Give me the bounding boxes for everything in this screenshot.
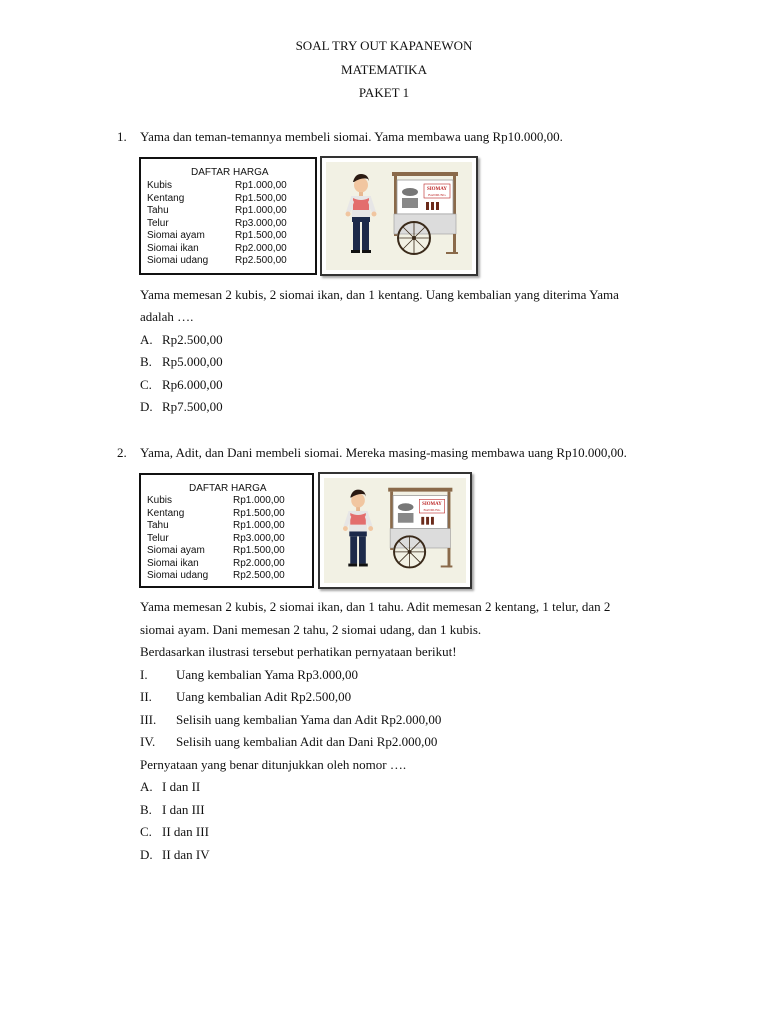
- price-row: [147, 243, 309, 255]
- cart-sign-line1: SIOMAY: [426, 187, 448, 192]
- price-row: [147, 193, 309, 205]
- answer-option-c[interactable]: [140, 377, 223, 393]
- vendor-cart-image: [326, 162, 472, 270]
- question-body-line: siomai ayam. Dani memesan 2 tahu, 2 siomai udang, dan 1 kubis.: [140, 622, 482, 637]
- item-name: Kubis: [147, 495, 173, 506]
- price-row: [147, 230, 309, 242]
- document-package: PAKET 1: [358, 85, 410, 100]
- item-name: Siomai ikan: [147, 242, 199, 254]
- siomay-cart-icon: [388, 488, 452, 568]
- option-text: Rp5.000,00: [162, 354, 223, 369]
- option-text: Rp2.500,00: [162, 332, 223, 347]
- price-row: [147, 558, 306, 570]
- item-name: Tahu: [147, 205, 169, 216]
- option-letter: B.: [140, 802, 152, 817]
- item-price: Rp2.500,00: [233, 570, 285, 581]
- item-name: Siomai udang: [147, 255, 209, 266]
- cart-sign-line2: BANDUNG: [423, 508, 441, 513]
- statement-item: [140, 712, 441, 728]
- item-name: Kubis: [147, 180, 173, 191]
- item-name: Siomai ayam: [147, 230, 205, 241]
- price-row: [147, 545, 306, 557]
- statement-item: [140, 734, 437, 750]
- question-prompt: Pernyataan yang benar ditunjukkan oleh nomor ….: [140, 757, 407, 772]
- item-name: Kentang: [147, 192, 185, 204]
- option-text: II dan III: [162, 824, 209, 839]
- statement-item: [140, 689, 351, 705]
- statement-text: Uang kembalian Adit Rp2.500,00: [176, 689, 352, 704]
- price-row: [147, 218, 309, 230]
- question-intro: Yama, Adit, dan Dani membeli siomai. Mereka masing-masing membawa uang Rp10.000,00.: [140, 445, 627, 460]
- option-letter: A.: [140, 779, 153, 794]
- document-title: SOAL TRY OUT KAPANEWON: [295, 38, 473, 53]
- statement-number: III.: [140, 712, 157, 727]
- question-body-line: Berdasarkan ilustrasi tersebut perhatikan pernyataan berikut!: [140, 644, 457, 659]
- item-price: Rp1.500,00: [235, 192, 287, 204]
- option-letter: B.: [140, 354, 152, 369]
- statement-number: IV.: [140, 734, 156, 749]
- answer-option-c[interactable]: [140, 824, 209, 840]
- option-text: I dan II: [162, 779, 201, 794]
- item-price: Rp2.500,00: [235, 255, 287, 266]
- answer-option-d[interactable]: [140, 399, 223, 415]
- item-name: Siomai udang: [147, 570, 209, 581]
- price-list-table: [139, 157, 317, 275]
- option-text: Rp7.500,00: [162, 399, 223, 414]
- answer-option-b[interactable]: [140, 802, 205, 818]
- question-number: 2.: [117, 445, 127, 460]
- answer-option-b[interactable]: [140, 354, 223, 370]
- item-price: Rp2.000,00: [233, 557, 285, 569]
- option-letter: A.: [140, 332, 153, 347]
- answer-option-a[interactable]: [140, 332, 223, 348]
- item-price: Rp1.000,00: [235, 180, 287, 191]
- item-name: Siomai ayam: [147, 545, 205, 556]
- statement-text: Uang kembalian Yama Rp3.000,00: [176, 667, 358, 682]
- item-price: Rp1.000,00: [233, 495, 285, 506]
- siomai-vendor-illustration: [318, 472, 472, 589]
- siomai-vendor-illustration: [320, 156, 478, 276]
- option-text: Rp6.000,00: [162, 377, 223, 392]
- price-row: [147, 495, 306, 507]
- option-letter: C.: [140, 377, 152, 392]
- item-name: Telur: [147, 217, 169, 229]
- cart-sign-line1: SIOMAY: [422, 502, 442, 508]
- question-body-line: adalah ….: [140, 309, 194, 324]
- statement-number: I.: [140, 667, 148, 682]
- statement-item: [140, 667, 358, 683]
- price-row: [147, 508, 306, 520]
- option-letter: C.: [140, 824, 152, 839]
- question-body-line: Yama memesan 2 kubis, 2 siomai ikan, dan 1 tahu. Adit memesan 2 kentang, 1 telur, dan 2: [140, 599, 611, 614]
- statement-text: Selisih uang kembalian Yama dan Adit Rp2.000,00: [176, 712, 442, 727]
- item-name: Tahu: [147, 520, 169, 531]
- price-row: [147, 180, 309, 192]
- cart-sign-line2: BANDUNG: [428, 193, 446, 197]
- answer-option-d[interactable]: [140, 847, 210, 863]
- price-list-title: DAFTAR HARGA: [191, 167, 269, 178]
- answer-option-a[interactable]: [140, 779, 200, 795]
- item-price: Rp1.000,00: [235, 205, 287, 216]
- vendor-person-icon: [346, 174, 377, 253]
- item-name: Telur: [147, 532, 169, 544]
- item-price: Rp3.000,00: [235, 217, 287, 229]
- price-list-table: [139, 473, 314, 588]
- price-row: [147, 520, 306, 532]
- question-intro: Yama dan teman-temannya membeli siomai. Yama membawa uang Rp10.000,00.: [140, 129, 563, 144]
- price-row: [147, 255, 309, 267]
- item-price: Rp1.000,00: [233, 520, 285, 531]
- item-price: Rp1.500,00: [235, 230, 287, 241]
- question-number: 1.: [117, 129, 127, 144]
- document-subject: MATEMATIKA: [341, 62, 427, 77]
- statement-text: Selisih uang kembalian Adit dan Dani Rp2.000,00: [176, 734, 438, 749]
- item-price: Rp3.000,00: [233, 532, 285, 544]
- option-text: II dan IV: [162, 847, 210, 862]
- option-letter: D.: [140, 399, 153, 414]
- price-list-title: DAFTAR HARGA: [189, 483, 267, 494]
- item-name: Siomai ikan: [147, 557, 199, 569]
- item-name: Kentang: [147, 507, 185, 519]
- item-price: Rp1.500,00: [233, 507, 285, 519]
- statement-number: II.: [140, 689, 152, 704]
- siomay-cart-icon: [392, 172, 458, 254]
- option-letter: D.: [140, 847, 153, 862]
- item-price: Rp2.000,00: [235, 242, 287, 254]
- price-row: [147, 205, 309, 217]
- vendor-cart-image: [324, 478, 466, 583]
- price-row: [147, 533, 306, 545]
- item-price: Rp1.500,00: [233, 545, 285, 556]
- question-body-line: Yama memesan 2 kubis, 2 siomai ikan, dan 1 kentang. Uang kembalian yang diterima Yama: [140, 287, 619, 302]
- option-text: I dan III: [162, 802, 205, 817]
- vendor-person-icon: [343, 490, 373, 567]
- price-row: [147, 570, 306, 582]
